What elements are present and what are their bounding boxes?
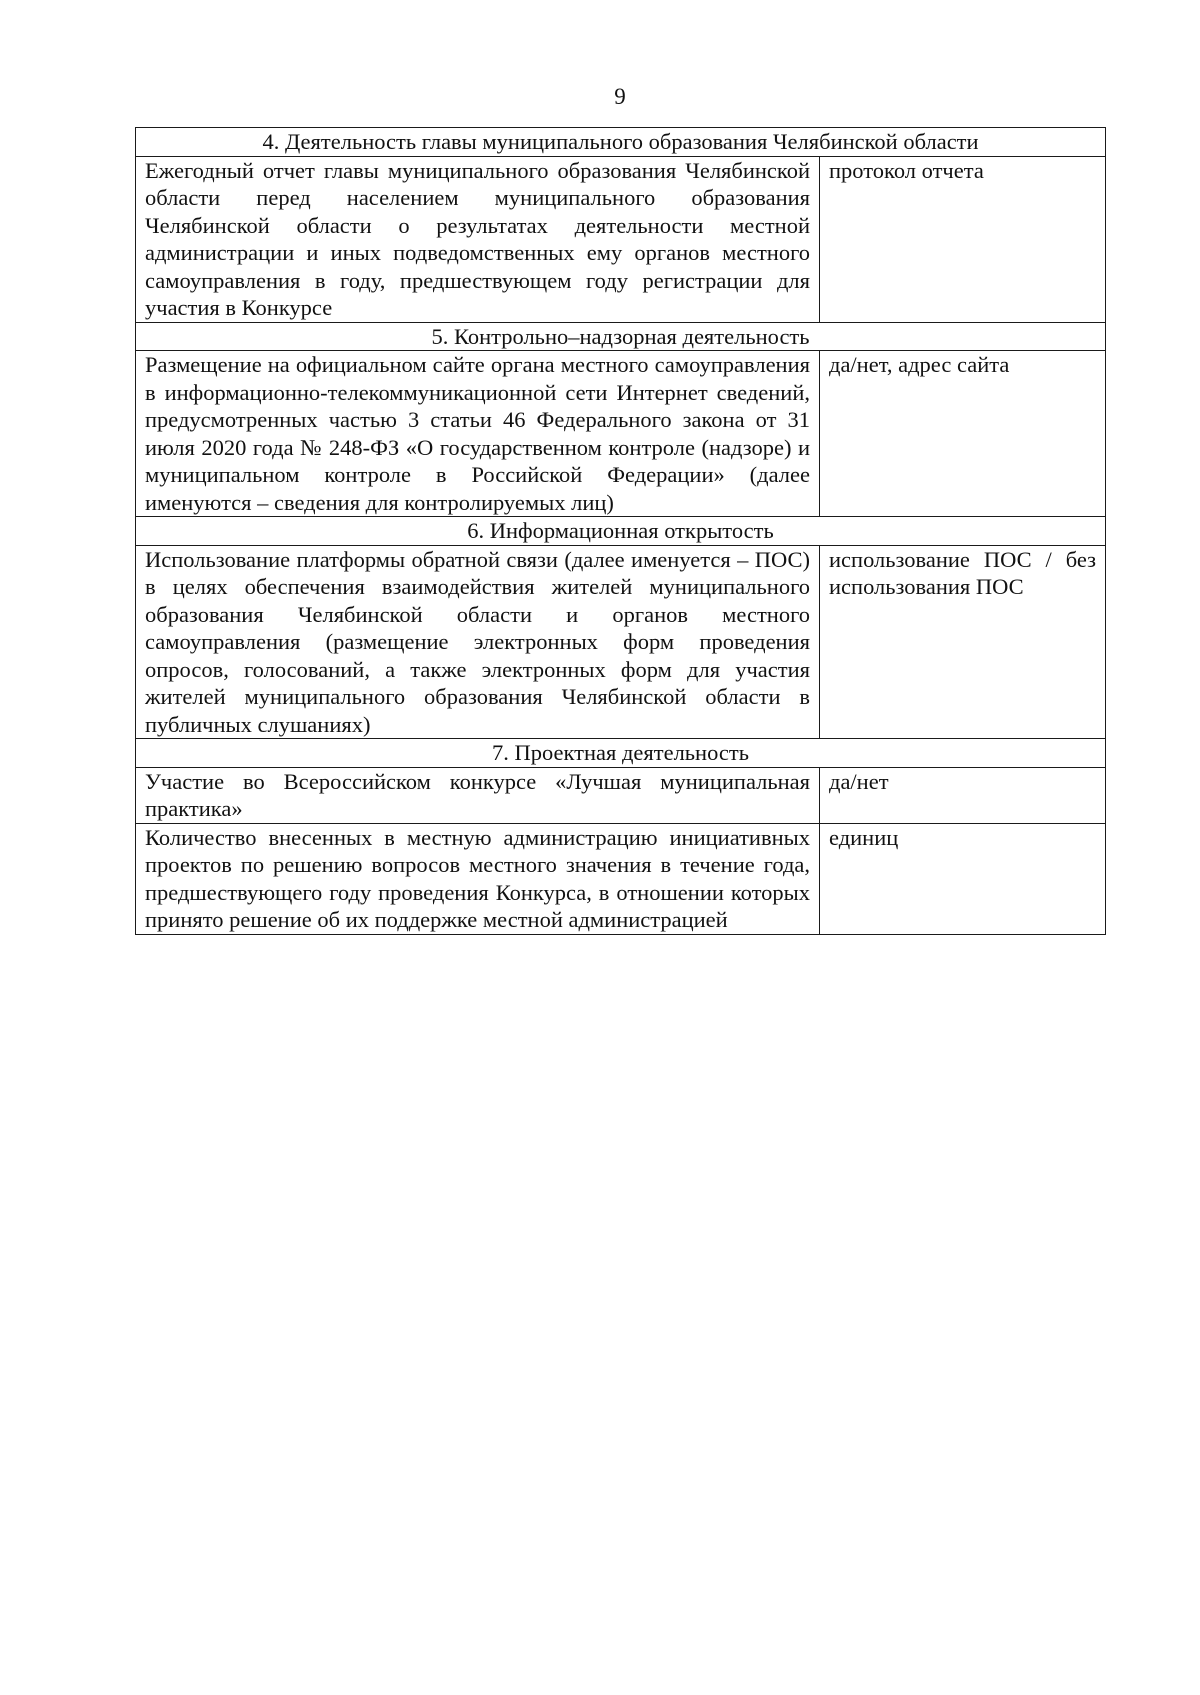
section-title: 7. Проектная деятельность	[136, 739, 1106, 768]
section-title: 5. Контрольно–надзорная деятельность	[136, 322, 1106, 351]
table-row	[136, 767, 1106, 823]
indicator-cell: Размещение на официальном сайте органа местного самоуправления в информационно-телекоммуникационной сети Интернет сведений, предусмотренных частью 3 статьи 46 Федерального закона от 31 июля 2020 года № 248-ФЗ «О государственном контроле (надзоре) и муниципальном контроле в Российской Федерации» (далее именуются – сведения для контролируемых лиц)	[136, 351, 820, 517]
criteria-table	[135, 127, 1106, 935]
unit-cell: да/нет, адрес сайта	[820, 351, 1106, 517]
indicator-cell: Использование платформы обратной связи (далее именуется – ПОС) в целях обеспечения взаимодействия жителей муниципального образования Челябинской области и органов местного самоуправления (размещение электронных форм проведения опросов, голосований, а также электронных форм для участия жителей муниципального образования Челябинской области в публичных слушаниях)	[136, 545, 820, 739]
section-header-row	[136, 739, 1106, 768]
indicator-cell: Участие во Всероссийском конкурсе «Лучшая муниципальная практика»	[136, 767, 820, 823]
section-title: 4. Деятельность главы муниципального образования Челябинской области	[136, 128, 1106, 157]
table-row	[136, 823, 1106, 934]
unit-cell: единиц	[820, 823, 1106, 934]
table-row	[136, 545, 1106, 739]
section-header-row	[136, 128, 1106, 157]
table-row	[136, 156, 1106, 322]
section-header-row	[136, 322, 1106, 351]
section-header-row	[136, 517, 1106, 546]
section-title: 6. Информационная открытость	[136, 517, 1106, 546]
unit-cell: да/нет	[820, 767, 1106, 823]
unit-cell: протокол отчета	[820, 156, 1106, 322]
page-number: 9	[614, 84, 626, 109]
indicator-cell: Ежегодный отчет главы муниципального образования Челябинской области перед населением муниципального образования Челябинской области о результатах деятельности местной администрации и иных подведомственных ему органов местного самоуправления в году, предшествующем году регистрации для участия в Конкурсе	[136, 156, 820, 322]
table-row	[136, 351, 1106, 517]
unit-cell: использование ПОС / без использования ПОС	[820, 545, 1106, 739]
indicator-cell: Количество внесенных в местную администрацию инициативных проектов по решению вопросов местного значения в течение года, предшествующего году проведения Конкурса, в отношении которых принято решение об их поддержке местной администрацией	[136, 823, 820, 934]
